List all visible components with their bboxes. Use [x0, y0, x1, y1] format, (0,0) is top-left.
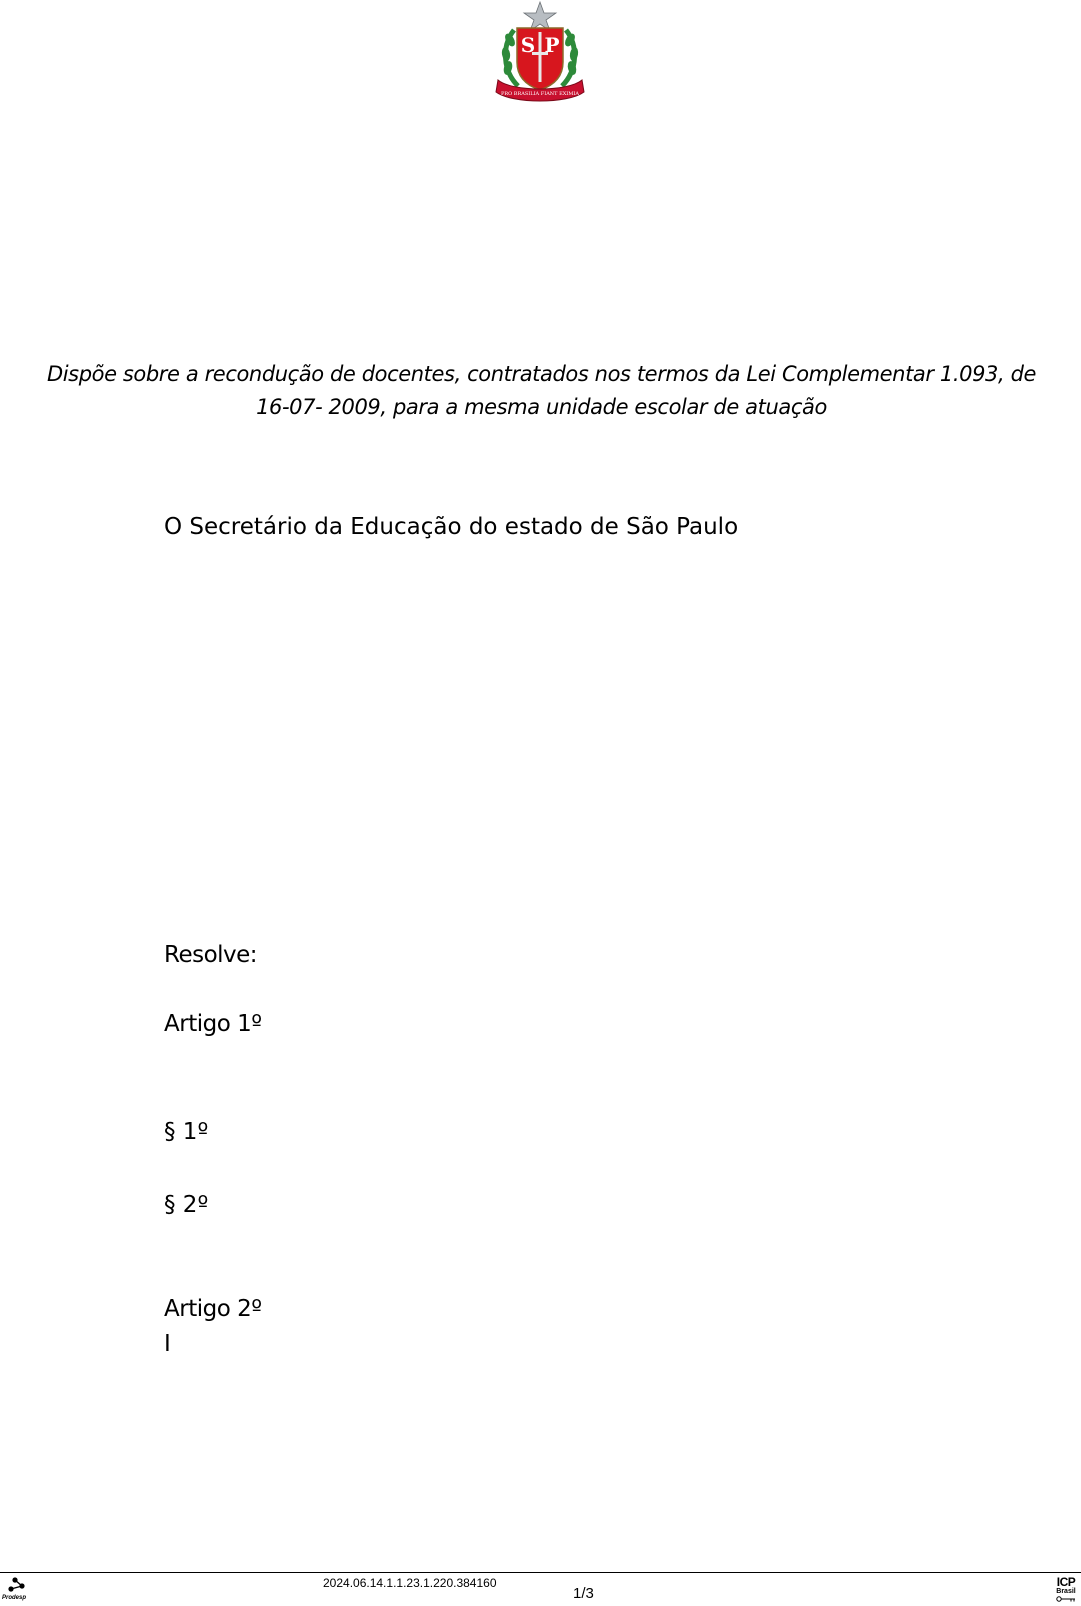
footer-divider [0, 1572, 1081, 1573]
resolve-heading: Resolve: [164, 942, 258, 968]
document-code: 2024.06.14.1.1.23.1.220.384160 [323, 1576, 497, 1590]
svg-text:PRO BRASILIA FIANT EXIMIA: PRO BRASILIA FIANT EXIMIA [500, 91, 580, 97]
icp-sublabel: Brasil [1056, 1588, 1076, 1595]
article-2-heading: Artigo 2º [164, 1296, 262, 1322]
item-1-heading: I [164, 1331, 171, 1357]
prodesp-logo-icon [2, 1577, 34, 1605]
icp-brasil-logo-icon [1053, 1576, 1079, 1606]
prodesp-label: Prodesp [2, 1595, 27, 1601]
article-1-heading: Artigo 1º [164, 1011, 262, 1037]
svg-text:S: S [520, 33, 536, 57]
preamble-text: O Secretário da Educação do estado de São Paulo [164, 514, 739, 540]
document-ementa: Dispõe sobre a recondução de docentes, contratados nos termos da Lei Complementar 1.093, de 16-07- 2009, para a mesma unidade escolar de atuação [46, 362, 1037, 419]
sao-paulo-state-coat-of-arms-icon [492, 0, 588, 108]
icp-label: ICP [1056, 1575, 1076, 1589]
paragraph-2-heading: § 2º [164, 1192, 209, 1218]
page-number: 1/3 [573, 1585, 594, 1602]
paragraph-1-heading: § 1º [164, 1119, 209, 1145]
svg-text:P: P [544, 33, 560, 57]
